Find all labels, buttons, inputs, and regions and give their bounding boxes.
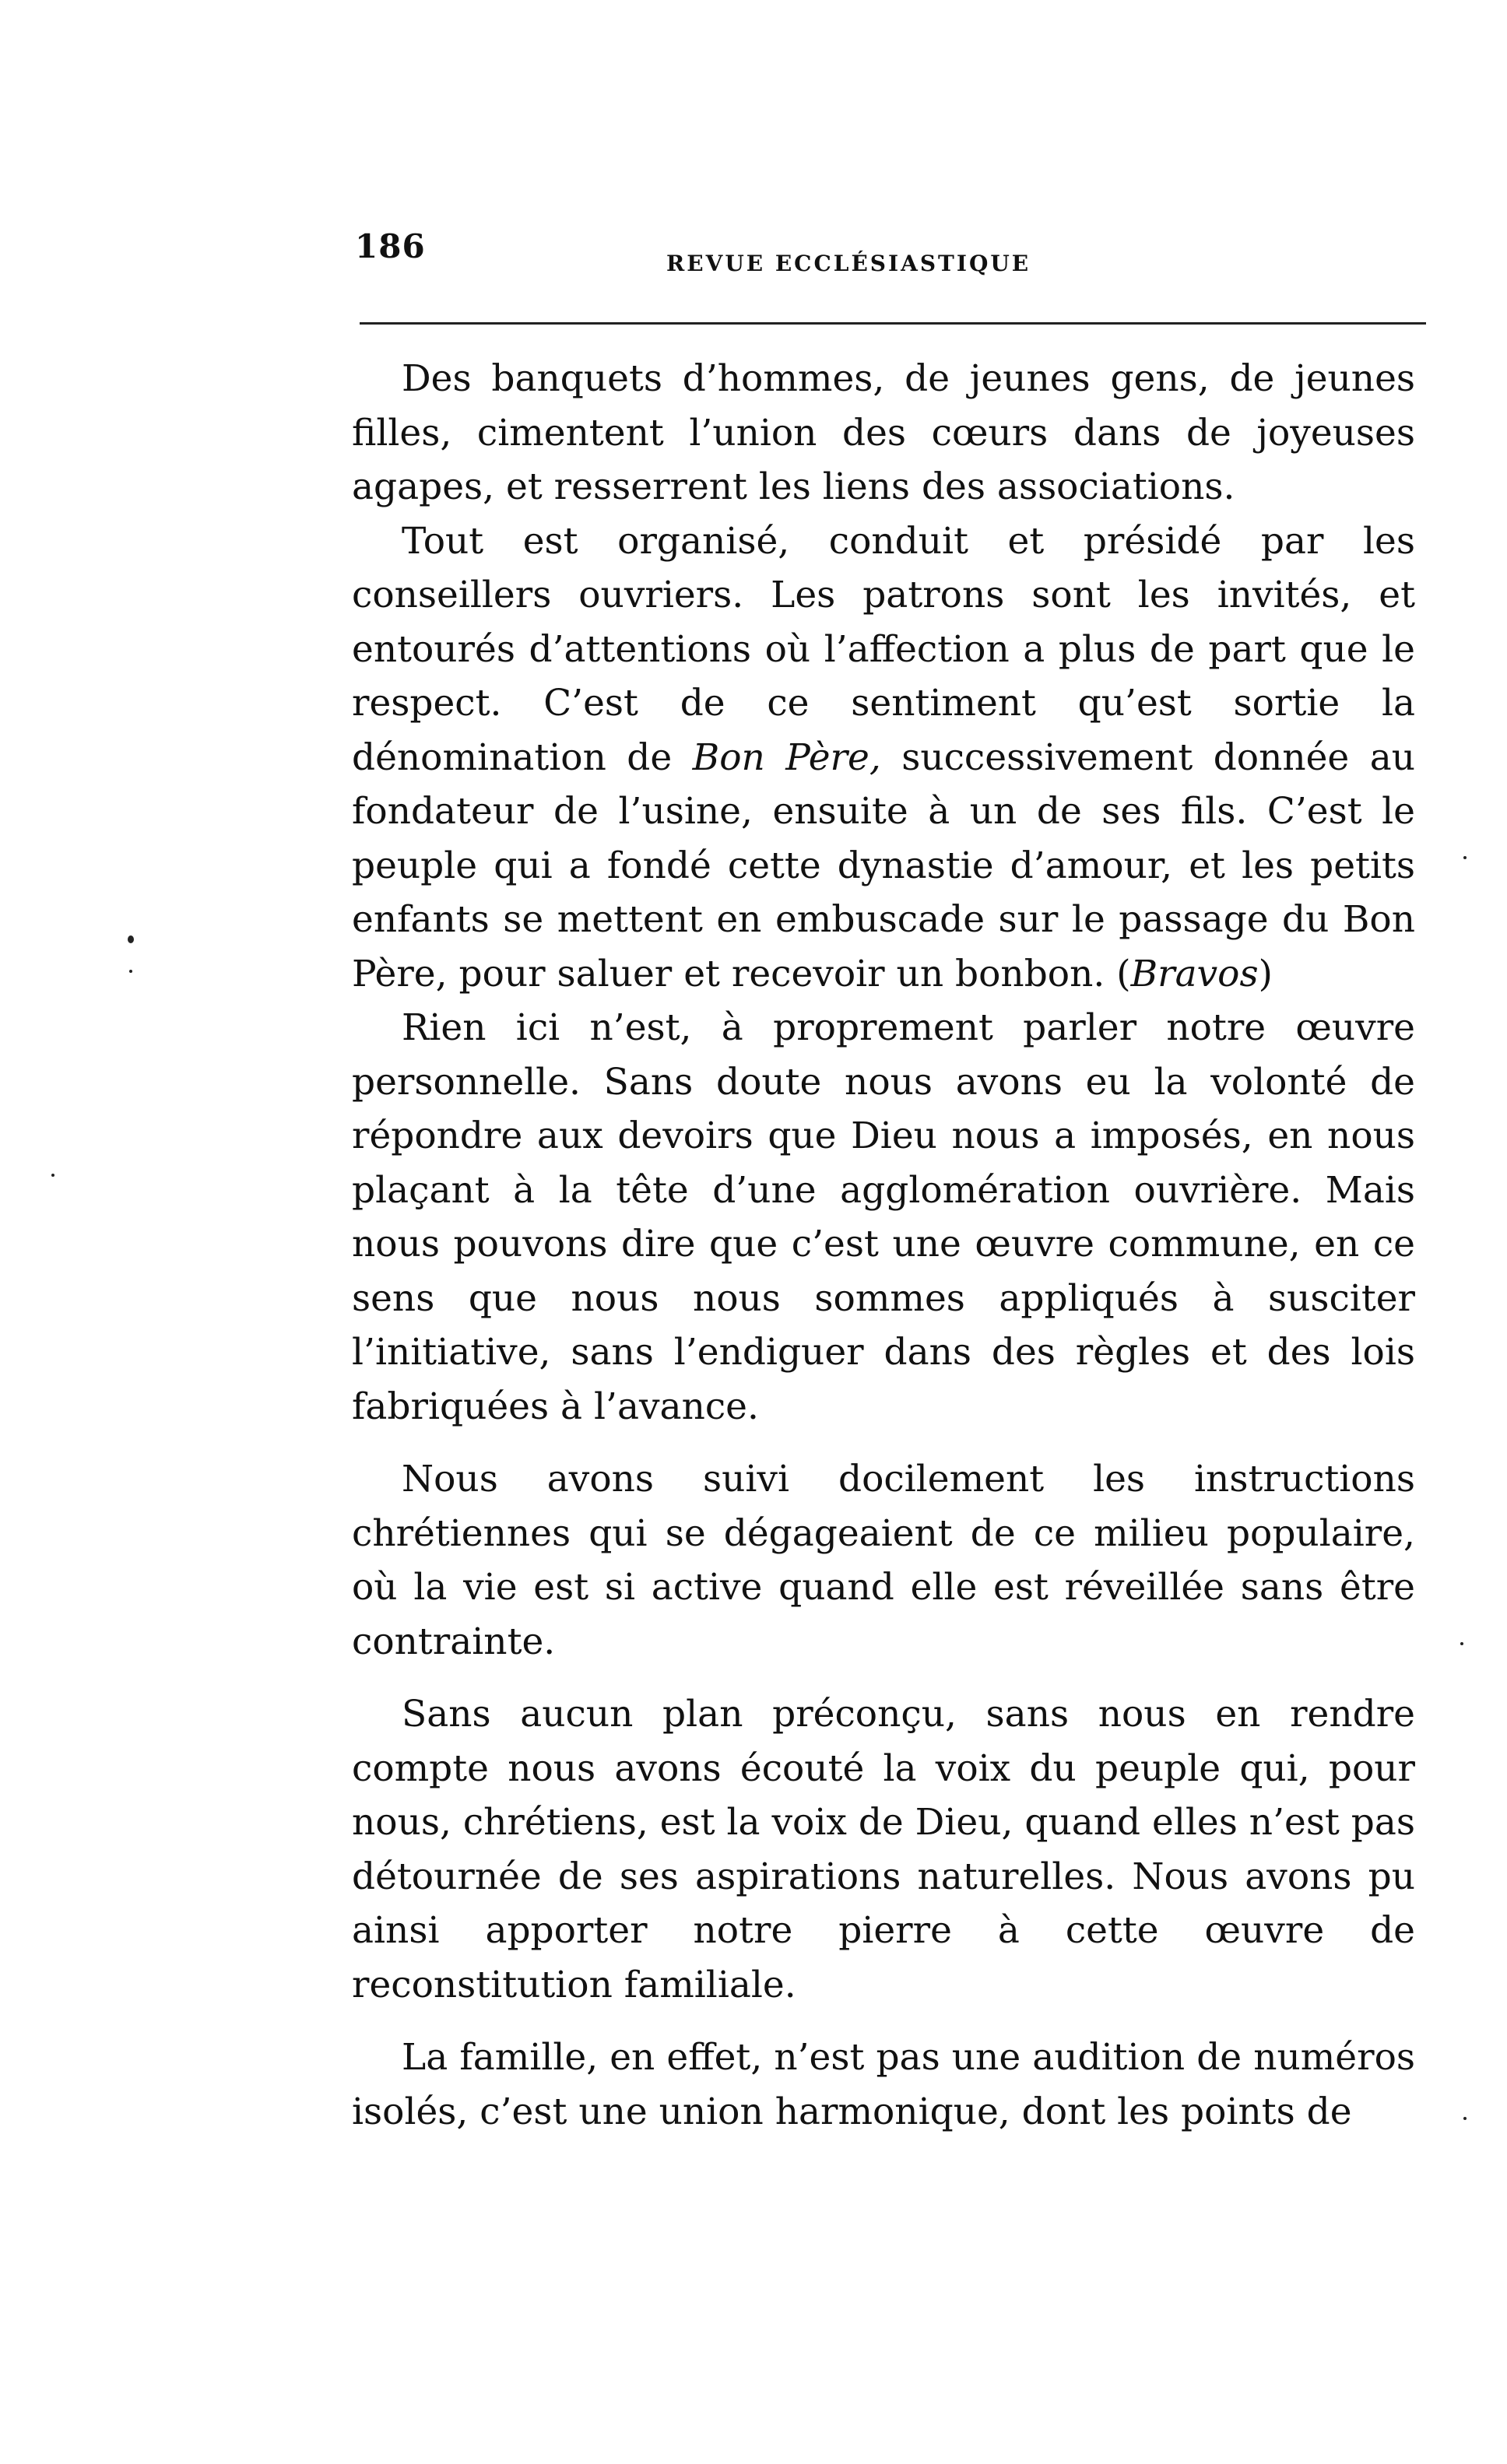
paragraph-6-text: La famille, en effet, n’est pas une audition de numéros isolés, c’est une union harmonique, dont les points de: [352, 2036, 1415, 2133]
paragraph-3-text: Rien ici n’est, à proprement parler notre œuvre personnelle. Sans doute nous avons eu la volonté de répondre aux devoirs que Dieu nous a imposés, en nous plaçant à la tête d’une agglomération ouvrière. Mais nous pouvons dire que c’est une œuvre commune, en ce sens que nous nous sommes appliqués à susciter l’initiative, sans l’endiguer dans des règles et des lois fabriquées à l’avance.: [352, 1006, 1415, 1428]
scan-speck: [1460, 1642, 1463, 1645]
paragraph-2-text-a: Tout est organisé, conduit et présidé par les conseillers ouvriers. Les patrons sont les invités, et entourés d’attentions où l’affection a plus de part que le respect. C’est de ce sentiment qu’est sortie la dénomination de: [352, 519, 1415, 779]
paragraph-5-text: Sans aucun plan préconçu, sans nous en rendre compte nous avons écouté la voix du peuple qui, pour nous, chrétiens, est la voix de Dieu, quand elles n’est pas détournée de ses aspirations naturelles. Nous avons pu ainsi apporter notre pierre à cette œuvre de reconstitution familiale.: [352, 1693, 1415, 2006]
paragraph-5: [352, 1687, 1415, 2012]
paragraph-2-italic-bravos: Bravos: [1130, 952, 1259, 995]
paragraph-2: [352, 514, 1415, 1002]
paragraph-1: [352, 352, 1415, 514]
paragraph-1-text: Des banquets d’hommes, de jeunes gens, de jeunes filles, cimentent l’union des cœurs dans de joyeuses agapes, et resserrent les liens des associations.: [352, 357, 1415, 508]
header-rule: [360, 322, 1426, 325]
paragraph-2-text-c: ): [1258, 952, 1273, 995]
scan-speck: [51, 1174, 54, 1177]
running-title: REVUE ECCLÉSIASTIQUE: [666, 251, 1031, 276]
paragraph-2-text-b: successivement donnée au fondateur de l’usine, ensuite à un de ses fils. C’est le peuple qui a fondé cette dynastie d’amour, et les petits enfants se mettent en embuscade sur le passage du Bon Père, pour saluer et recevoir un bonbon. (: [352, 735, 1415, 995]
paragraph-2-italic-bon-pere: Bon Père,: [692, 735, 881, 779]
paragraph-4-text: Nous avons suivi docilement les instructions chrétiennes qui se dégageaient de ce milieu populaire, où la vie est si active quand elle est réveillée sans être contrainte.: [352, 1458, 1415, 1663]
paragraph-6: [352, 2031, 1415, 2139]
page-number: 186: [355, 227, 426, 265]
scan-speck: [129, 970, 132, 973]
paragraph-3: [352, 1001, 1415, 1434]
scan-speck: [128, 935, 134, 943]
paragraph-4: [352, 1452, 1415, 1669]
scan-speck: [1463, 2117, 1467, 2120]
page-header: [355, 227, 1426, 274]
scan-speck: [1463, 856, 1467, 859]
body-text: [352, 352, 1415, 2139]
